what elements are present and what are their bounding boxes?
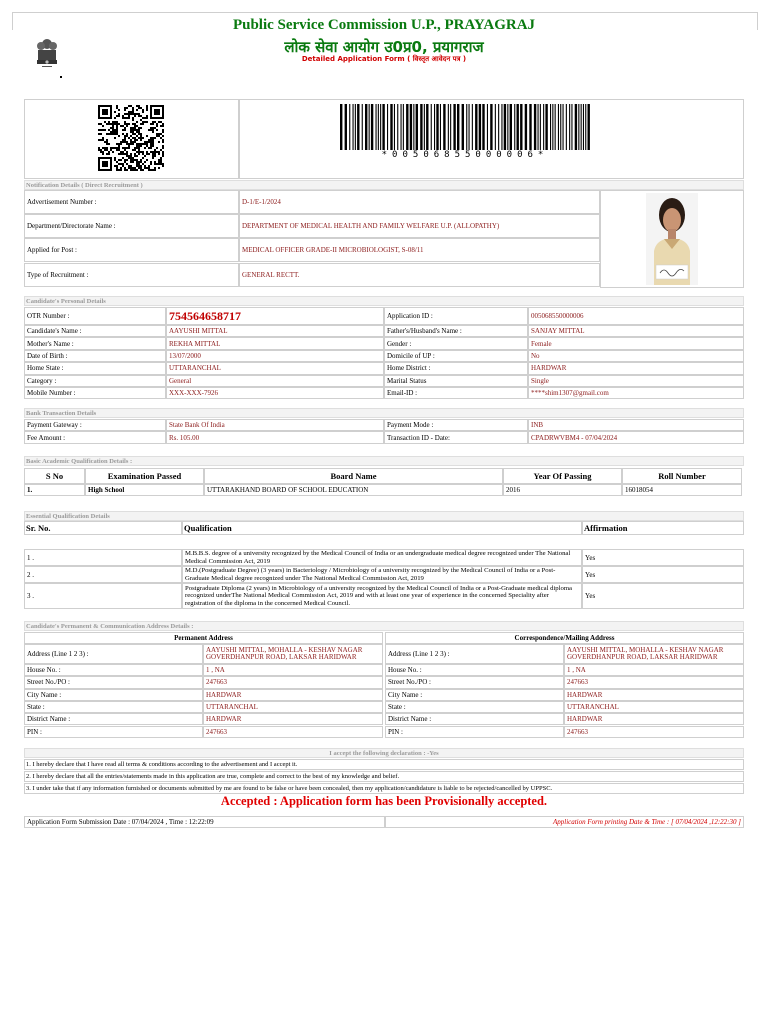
personal-value: SANJAY MITTAL bbox=[528, 325, 744, 337]
personal-label: Mobile Number : bbox=[24, 387, 166, 399]
personal-label: Category : bbox=[24, 375, 166, 387]
address-label: House No. : bbox=[24, 664, 203, 676]
essential-srno: 2 . bbox=[24, 566, 182, 583]
application-id-label: Application ID : bbox=[384, 307, 528, 325]
essential-qualification: Postgraduate Diploma (2 years) in Microbiology of a university recognized by the Medical Council of India or a Post-Graduate medical diploma recognized underThe National Medical Commission Act, 2019 and with at least one year of experience in the concerned Speciality after registration of the diploma in the concerned Medical Council. bbox=[182, 583, 582, 609]
mailing-address-value: AAYUSHI MITTAL, MOHALLA - KESHAV NAGAR GOVERDHANPUR ROAD, LAKSAR HARIDWAR bbox=[564, 644, 744, 664]
personal-label: Domicile of UP : bbox=[384, 350, 528, 362]
address-label: State : bbox=[24, 701, 203, 713]
personal-label: Home State : bbox=[24, 362, 166, 374]
essential-srno: 3 . bbox=[24, 583, 182, 609]
personal-label: Email-ID : bbox=[384, 387, 528, 399]
submission-date: Application Form Submission Date : 07/04/2024 , Time : 12:22:09 bbox=[24, 816, 385, 828]
bank-value: INB bbox=[528, 419, 744, 431]
bank-label: Payment Gateway : bbox=[24, 419, 166, 431]
address-label: State : bbox=[385, 701, 564, 713]
essential-header-srno: Sr. No. bbox=[24, 521, 182, 535]
permanent-address-value: UTTARANCHAL bbox=[203, 701, 383, 713]
personal-label: Home District : bbox=[384, 362, 528, 374]
essential-affirmation: Yes bbox=[582, 549, 744, 566]
personal-label: Candidate's Name : bbox=[24, 325, 166, 337]
personal-label: Gender : bbox=[384, 337, 528, 349]
essential-affirmation: Yes bbox=[582, 583, 744, 609]
academic-cell: 2016 bbox=[503, 484, 622, 496]
otr-label: OTR Number : bbox=[24, 307, 166, 325]
bank-value: Rs. 105.00 bbox=[166, 431, 384, 443]
personal-value: No bbox=[528, 350, 744, 362]
mailing-address-title: Correspondence/Mailing Address bbox=[385, 632, 744, 644]
qr-code-icon bbox=[98, 105, 164, 171]
mailing-address-value: 247663 bbox=[564, 676, 744, 688]
permanent-address-value: 1 , NA bbox=[203, 664, 383, 676]
barcode-icon bbox=[340, 104, 590, 150]
notification-value: D-1/E-1/2024 bbox=[239, 190, 600, 214]
academic-cell: UTTARAKHAND BOARD OF SCHOOL EDUCATION bbox=[204, 484, 503, 496]
section-bank: Bank Transaction Details bbox=[24, 408, 744, 418]
permanent-address-value: HARDWAR bbox=[203, 689, 383, 701]
personal-value: UTTARANCHAL bbox=[166, 362, 384, 374]
personal-label: Mother's Name : bbox=[24, 337, 166, 349]
page-subtitle: Detailed Application Form ( विस्तृत आवेदन पत्र ) bbox=[301, 55, 467, 63]
personal-label: Father's/Husband's Name : bbox=[384, 325, 528, 337]
page-title-hindi: लोक सेवा आयोग उ0प्र0, प्रयागराज bbox=[284, 38, 484, 56]
address-label: PIN : bbox=[385, 726, 564, 738]
personal-value: HARDWAR bbox=[528, 362, 744, 374]
section-notification: Notification Details ( Direct Recruitment ) bbox=[24, 180, 744, 190]
mailing-address-value: 1 , NA bbox=[564, 664, 744, 676]
mailing-address-value: UTTARANCHAL bbox=[564, 701, 744, 713]
bank-label: Payment Mode : bbox=[384, 419, 528, 431]
section-personal: Candidate's Personal Details bbox=[24, 296, 744, 306]
academic-header: Board Name bbox=[204, 468, 503, 484]
section-academic: Basic Academic Qualification Details : bbox=[24, 456, 744, 466]
personal-value: Single bbox=[528, 375, 744, 387]
essential-qualification: M.D.(Postgraduate Degree) (3 years) in Bacteriology / Microbiology of a university recognized by the Medical Council of India or a Post-Graduate Medical degree recognized under The National Medical Commission Act, 2019 bbox=[182, 566, 582, 583]
declaration-item: 3. I under take that if any information furnished or documents submitted by me are found to be false or have been concealed, then my application/candidature is liable to be rejected/cancelled by UPPSC. bbox=[24, 783, 744, 794]
personal-label: Date of Birth : bbox=[24, 350, 166, 362]
permanent-address-value: 247663 bbox=[203, 726, 383, 738]
address-label: Street No./PO : bbox=[24, 676, 203, 688]
permanent-address-value: HARDWAR bbox=[203, 713, 383, 725]
permanent-address-value: 247663 bbox=[203, 676, 383, 688]
academic-header: Roll Number bbox=[622, 468, 742, 484]
address-label: Address (Line 1 2 3) : bbox=[385, 644, 564, 664]
personal-value: REKHA MITTAL bbox=[166, 337, 384, 349]
academic-header: Examination Passed bbox=[85, 468, 204, 484]
address-label: City Name : bbox=[385, 689, 564, 701]
declaration-item: 2. I hereby declare that all the entries/statements made in this application are true, complete and correct to the best of my knowledge and belief. bbox=[24, 771, 744, 782]
printing-date: Application Form printing Date & Time : [ 07/04/2024 ,12:22:30 ] bbox=[385, 816, 744, 828]
essential-srno: 1 . bbox=[24, 549, 182, 566]
personal-value: ****shim1307@gmail.com bbox=[528, 387, 744, 399]
academic-cell: 1. bbox=[24, 484, 85, 496]
address-label: PIN : bbox=[24, 726, 203, 738]
mailing-address-value: HARDWAR bbox=[564, 689, 744, 701]
barcode-text: *00506855000006* bbox=[381, 150, 549, 160]
declaration-item: 1. I hereby declare that I have read all terms & conditions according to the advertisement and I accept it. bbox=[24, 759, 744, 770]
academic-header: S No bbox=[24, 468, 85, 484]
page-title: Public Service Commission U.P., PRAYAGRAJ bbox=[232, 17, 536, 33]
bank-label: Transaction ID - Date: bbox=[384, 431, 528, 443]
address-label: Address (Line 1 2 3) : bbox=[24, 644, 203, 664]
notification-value: DEPARTMENT OF MEDICAL HEALTH AND FAMILY WELFARE U.P. (ALLOPATHY) bbox=[239, 214, 600, 238]
permanent-address-value: AAYUSHI MITTAL, MOHALLA - KESHAV NAGAR GOVERDHANPUR ROAD, LAKSAR HARIDWAR bbox=[203, 644, 383, 664]
notification-value: GENERAL RECTT. bbox=[239, 263, 600, 287]
address-label: City Name : bbox=[24, 689, 203, 701]
essential-affirmation: Yes bbox=[582, 566, 744, 583]
address-label: District Name : bbox=[24, 713, 203, 725]
section-address: Candidate's Permanent & Communication Address Details : bbox=[24, 621, 744, 631]
notification-label: Department/Directorate Name : bbox=[24, 214, 239, 238]
application-id-value: 005068550000006 bbox=[528, 307, 744, 325]
address-label: Street No./PO : bbox=[385, 676, 564, 688]
academic-cell: 16018054 bbox=[622, 484, 742, 496]
permanent-address-title: Permanent Address bbox=[24, 632, 383, 644]
section-essential: Essential Qualification Details bbox=[24, 511, 744, 521]
personal-value: General bbox=[166, 375, 384, 387]
address-label: House No. : bbox=[385, 664, 564, 676]
otr-number: 754564658717 bbox=[166, 307, 384, 325]
notification-label: Applied for Post : bbox=[24, 238, 239, 262]
essential-qualification: M.B.B.S. degree of a university recognized by the Medical Council of India or an undergraduate medical degree recognized under The National Medical Commission Act, 2019 bbox=[182, 549, 582, 566]
personal-value: 13/07/2000 bbox=[166, 350, 384, 362]
academic-header: Year Of Passing bbox=[503, 468, 622, 484]
personal-value: Female bbox=[528, 337, 744, 349]
bank-value: CPADRWVBM4 - 07/04/2024 bbox=[528, 431, 744, 443]
personal-value: AAYUSHI MITTAL bbox=[166, 325, 384, 337]
personal-value: XXX-XXX-7926 bbox=[166, 387, 384, 399]
notification-value: MEDICAL OFFICER GRADE-II MICROBIOLOGIST, S-08/11 bbox=[239, 238, 600, 262]
academic-cell: High School bbox=[85, 484, 204, 496]
address-label: District Name : bbox=[385, 713, 564, 725]
bank-label: Fee Amount : bbox=[24, 431, 166, 443]
accepted-status: Accepted : Application form has been Provisionally accepted. bbox=[220, 794, 548, 808]
notification-label: Advertisement Number : bbox=[24, 190, 239, 214]
mailing-address-value: HARDWAR bbox=[564, 713, 744, 725]
essential-header-affirmation: Affirmation bbox=[582, 521, 744, 535]
personal-label: Marital Status bbox=[384, 375, 528, 387]
declaration-title: I accept the following declaration : -Yes bbox=[24, 748, 744, 758]
candidate-photo bbox=[646, 193, 698, 285]
bank-value: State Bank Of India bbox=[166, 419, 384, 431]
mailing-address-value: 247663 bbox=[564, 726, 744, 738]
essential-header-qualification: Qualification bbox=[182, 521, 582, 535]
notification-label: Type of Recruitment : bbox=[24, 263, 239, 287]
